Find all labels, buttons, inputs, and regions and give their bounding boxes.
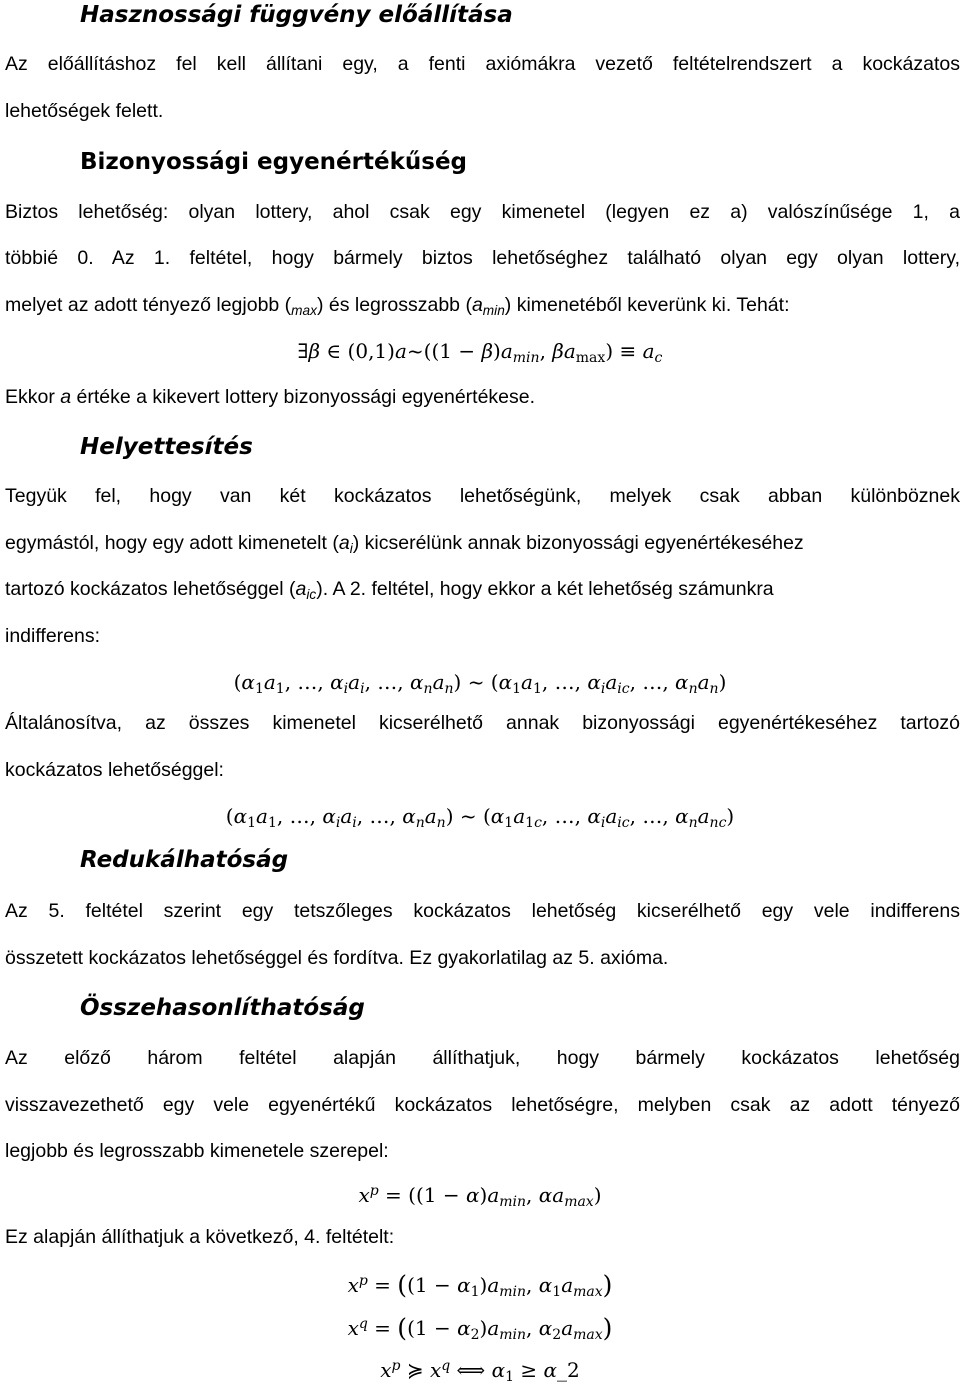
heading-comparability: Összehasonlíthatóság <box>80 995 365 1021</box>
paragraph-line: Tegyük fel, hogy van két kockázatos lehetőségünk, melyek csak abban különböznek <box>5 485 960 507</box>
heading-substitution: Helyettesítés <box>80 434 253 460</box>
paragraph-line: indifferens: <box>5 625 101 647</box>
formula-preference: $x^p$ ≽ $x^q$ ⟺ $\alpha_1$ ≥ α_2 <box>380 1358 580 1386</box>
paragraph-line: egymástól, hogy egy adott kimenetelt $(a_i)$ kicserélünk annak bizonyossági egyenértékeséhez <box>5 532 804 557</box>
paragraph-line: többié 0. Az 1. feltétel, hogy bármely biztos lehetőséghez található olyan egy olyan lottery, <box>5 247 960 269</box>
paragraph-line: Biztos lehetőség: olyan lottery, ahol csak egy kimenetel (legyen ez a) valószínűsége 1, a <box>5 201 960 223</box>
paragraph-line: tartozó kockázatos lehetőséggel $(a_{ic})$. A 2. feltétel, hogy ekkor a két lehetőség számunkra <box>5 578 774 603</box>
paragraph-line: Általánosítva, az összes kimenetel kicserélhető annak bizonyossági egyenértékeséhez tartozó <box>5 712 960 734</box>
formula-general-substitution: ($\alpha_1a_1$, …, $\alpha_ia_i$, …, $\alpha_na_n$) ~ ($\alpha_1a_{1c}$, …, $\alpha_ia_{ic}$, …, $\alpha_na_{nc}$) <box>225 804 735 832</box>
paragraph-line: Ez alapján állíthatjuk a következő, 4. feltételt: <box>5 1226 395 1248</box>
paragraph-line: Ekkor a értéke a kikevert lottery bizonyossági egyenértékese. <box>5 386 536 408</box>
heading-reducibility: Redukálhatóság <box>80 847 289 873</box>
paragraph-line: Az 5. feltétel szerint egy tetszőleges kockázatos lehetőség kicserélhető egy vele indifferens <box>5 900 960 922</box>
paragraph-line: kockázatos lehetőséggel: <box>5 759 224 781</box>
formula-xq: $x^q = ((1 - \alpha_2)a_{min}$, $\alpha_2a_{max}$) <box>347 1313 613 1344</box>
heading-certainty-equivalence: Bizonyossági egyenértékűség <box>80 149 468 175</box>
paragraph-line: összetett kockázatos lehetőséggel és fordítva. Ez gyakorlatilag az 5. axióma. <box>5 947 669 969</box>
paragraph-line: Az előző három feltétel alapján állíthatjuk, hogy bármely kockázatos lehetőség <box>5 1047 960 1069</box>
formula-substitution: ($\alpha_1a_1$, …, $\alpha_ia_i$, …, $\alpha_na_n$) ~ ($\alpha_1a_1$, …, $\alpha_ia_{ic}$, …, $\alpha_na_n$) <box>233 670 727 698</box>
heading-utility-function: Hasznossági függvény előállítása <box>80 2 513 28</box>
paragraph-line: melyet az adott tényező legjobb $(_{max})$ és legrosszabb $(a_{min})$ kimenetéből keverünk ki. Tehát: <box>5 294 790 319</box>
paragraph-line: legjobb és legrosszabb kimenetele szerepel: <box>5 1140 389 1162</box>
paragraph-line: Az előállításhoz fel kell állítani egy, a fenti axiómákra vezető feltételrendszert a kockázatos <box>5 53 960 75</box>
formula-certainty-equivalent: ∃β ∈ (0,1)a~((1 − $\beta)a_{min}$, $\beta a_{max}) \equiv a_c$ <box>297 339 663 367</box>
formula-xp-definition: $x^p = ((1 - \alpha)a_{min}$, $\alpha a_{max}$) <box>358 1183 602 1211</box>
paragraph-line: lehetőségek felett. <box>5 100 164 122</box>
formula-xp: $x^p = ((1 - \alpha_1)a_{min}$, $\alpha_1a_{max}$) <box>347 1270 613 1301</box>
paragraph-line: visszavezethető egy vele egyenértékű kockázatos lehetőségre, melyben csak az adott tényező <box>5 1094 960 1116</box>
